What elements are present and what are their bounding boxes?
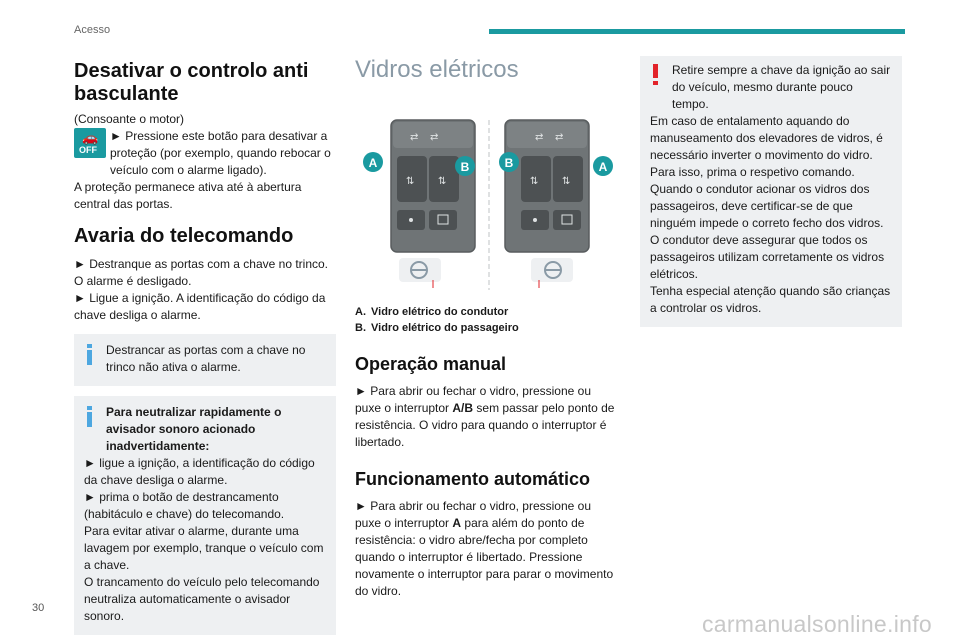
anti-tilt-instruction (74, 128, 336, 179)
warning-text-4: O condutor deve assegurar que todos os passageiros utilizam corretamente os vidros elétricos. (650, 233, 885, 281)
label-a-left (363, 152, 383, 172)
svg-text:⇄: ⇄ (535, 132, 544, 143)
window-switch-illustration (355, 92, 617, 298)
steering-wheel-icon-left (399, 258, 441, 288)
passenger-switch-panel (505, 120, 589, 252)
auto-operation-title: Funcionamento automático (355, 469, 591, 489)
warning-icon (653, 64, 659, 86)
steering-wheel-icon-right (531, 258, 573, 288)
engine-note: (Consoante o motor) (74, 112, 185, 126)
manual-operation-title: Operação manual (355, 354, 507, 374)
info-icon (86, 406, 93, 428)
section-header: Acesso (74, 24, 111, 36)
svg-text:⇄: ⇄ (555, 132, 564, 143)
page-number: 30 (32, 602, 45, 614)
column-left (74, 56, 336, 635)
label-b-right (499, 152, 519, 172)
svg-text:⇅: ⇅ (530, 176, 539, 187)
figure-caption (355, 304, 617, 336)
anti-tilt-title: Desativar o controlo anti basculante (74, 60, 309, 105)
remote-fault-title: Avaria do telecomando (74, 225, 294, 247)
manual-operation-text: ► Para abrir ou fechar o vidro, pressione ou puxe o interruptor A/B sem passar pelo ponto de resistência. O vidro para quando o interruptor é libertado. (355, 384, 615, 449)
power-windows-title: Vidros elétricos (355, 56, 519, 83)
info-alarm-step-1: ► ligue a ignição, a identificação do código da chave desliga o alarme. (84, 456, 315, 487)
info-alarm-title: Para neutralizar rapidamente o avisador sonoro acionado inadvertidamente: (106, 405, 282, 453)
warning-text-5: Tenha especial atenção quando são crianças a controlar os vidros. (650, 284, 891, 315)
info-alarm-note-1: Para evitar ativar o alarme, durante uma lavagem por exemplo, tranque o veículo com a chave. (84, 524, 324, 572)
driver-switch-panel (391, 120, 475, 252)
info-box-key (74, 334, 336, 386)
svg-text:A: A (598, 160, 608, 174)
label-a-right (593, 156, 613, 176)
warning-text-3: Quando o condutor acionar os vidros dos passageiros, deve certificar-se de que ninguém impede o correto fecho dos vidros. (650, 182, 884, 230)
svg-text:⇅: ⇅ (438, 176, 447, 187)
anti-tilt-note: A proteção permanece ativa até à abertura central das portas. (74, 180, 302, 211)
off-label: OFF (79, 145, 97, 155)
svg-text:B: B (504, 156, 514, 170)
svg-text:A: A (368, 156, 378, 170)
anti-tilt-off-icon (74, 128, 106, 158)
info-box-alarm (74, 396, 336, 635)
warning-box (640, 56, 902, 327)
svg-text:⇅: ⇅ (562, 176, 571, 187)
caption-a: A. Vidro elétrico do condutor (355, 306, 509, 318)
info-key-text: Destrancar as portas com a chave no trinco não ativa o alarme. (106, 343, 306, 374)
svg-text:⇅: ⇅ (406, 176, 415, 187)
info-alarm-step-2: ► prima o botão de destrancamento (habitáculo e chave) do telecomando. (84, 490, 285, 521)
car-tilt-icon: 🚗 (82, 130, 99, 145)
header-accent-bar (489, 29, 905, 34)
auto-operation-text: ► Para abrir ou fechar o vidro, pressione ou puxe o interruptor A para além do ponto de resistência: o vidro abre/fecha por completo quando o interruptor é libertado. Pressione novamente o interruptor para parar o movimento do vidro. (355, 499, 614, 598)
info-alarm-note-2: O trancamento do veículo pelo telecomando neutraliza automaticamente o avisador sonoro. (84, 575, 320, 623)
warning-text-2: Em caso de entalamento aquando do manuseamento dos elevadores de vidros, é necessário inverter o movimento do vidro. Para isso, prima o respetivo comando. (650, 114, 883, 179)
svg-text:⇄: ⇄ (430, 132, 439, 143)
column-middle (355, 56, 617, 600)
column-right (640, 56, 902, 327)
svg-text:B: B (460, 160, 470, 174)
remote-step-1: ► Destranque as portas com a chave no trinco. O alarme é desligado. (74, 257, 329, 288)
info-icon (86, 344, 93, 366)
warning-text-1: Retire sempre a chave da ignição ao sair do veículo, mesmo durante pouco tempo. (672, 63, 891, 111)
watermark: carmanualsonline.info (701, 611, 932, 637)
window-switch-figure (355, 92, 617, 298)
label-b-left (455, 156, 475, 176)
svg-text:⇄: ⇄ (410, 132, 419, 143)
remote-step-2: ► Ligue a ignição. A identificação do código da chave desliga o alarme. (74, 291, 326, 322)
anti-tilt-step: ► Pressione este botão para desativar a proteção (por exemplo, quando rebocar o veículo com o alarme ligado). (110, 129, 331, 177)
caption-b: B. Vidro elétrico do passageiro (355, 322, 519, 334)
